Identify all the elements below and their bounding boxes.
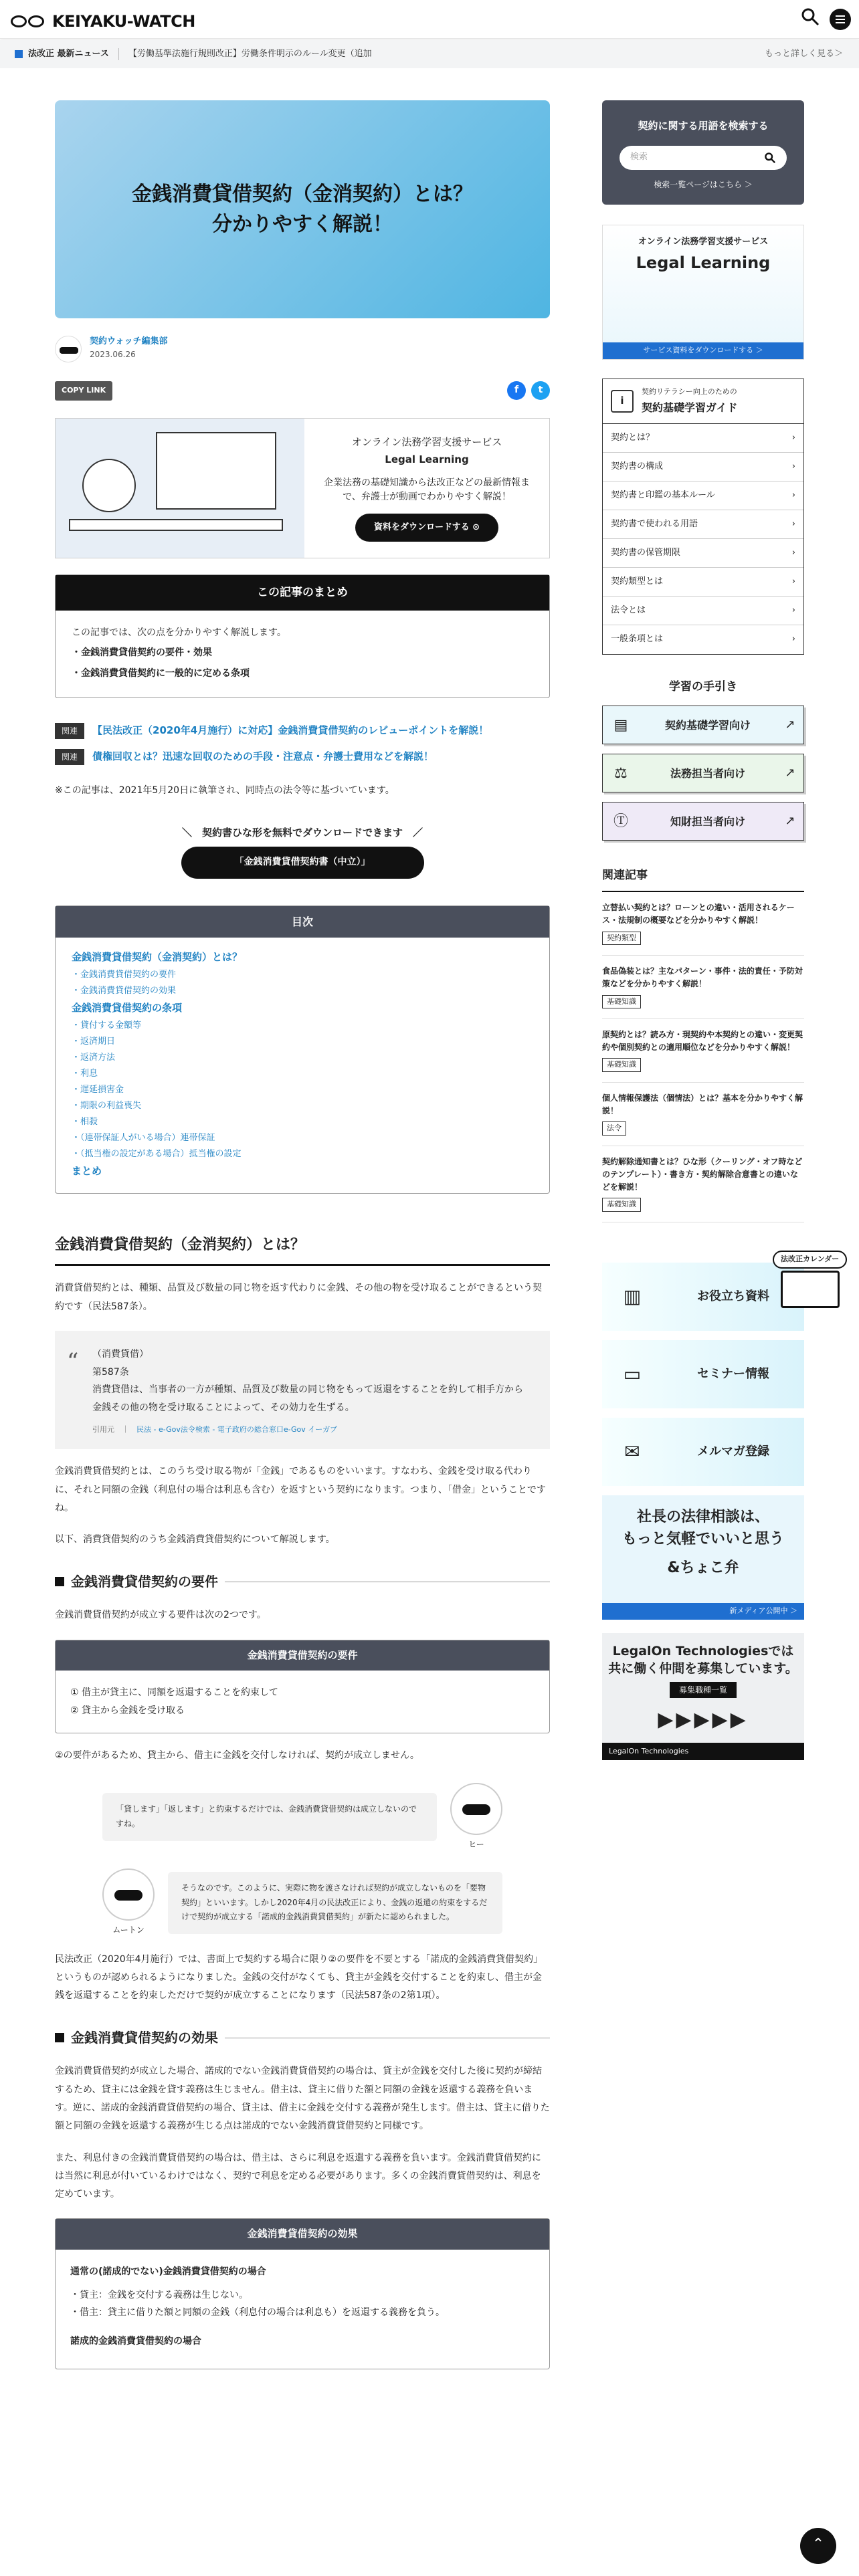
guide-item-label: 契約書の構成 <box>611 461 664 471</box>
template-download <box>55 825 550 879</box>
scale-icon: ⚖ <box>614 764 628 782</box>
glossary-search <box>602 100 804 205</box>
arrow-icon: ↗ <box>785 718 795 732</box>
ad-brand: &ちょこ弁 <box>667 1559 739 1576</box>
mail-icon: ✉ <box>624 1440 640 1463</box>
guide-item-label: 契約類型とは <box>611 576 664 587</box>
ad-footer: LegalOn Technologies <box>602 1743 804 1760</box>
related-article[interactable] <box>602 1019 804 1083</box>
video-screen-icon <box>156 432 276 510</box>
paragraph: ②の要件があるため、貸主から、借主に金銭を交付しなければ、契約が成立しません。 <box>55 1750 419 1761</box>
banner-illustration <box>56 419 304 558</box>
related-article-tag[interactable]: 契約類型 <box>602 932 641 946</box>
paragraph: また、利息付きの金銭消費貸借契約の場合は、借主は、さらに利息を返還する義務を負います。金銭消費貸借契約には当然に利息が付いているわけではなく、契約で利息を定める必要があります。多くの金銭消費貸借契約は、利息を定めています。 <box>55 2152 541 2200</box>
card-label: お役立ち資料 <box>697 1289 769 1303</box>
arrows-decoration: ▶▶▶▶▶ <box>658 1707 749 1731</box>
toc-item[interactable]: ・ 金銭消費貸借契約の要件 <box>72 967 533 983</box>
related-article[interactable] <box>602 892 804 956</box>
toc-item[interactable]: 金銭消費貸借契約の条項 <box>72 1002 183 1014</box>
paragraph: 消費貸借契約とは、種類、品質及び数量の同じ物を返す代わりに金銭、その他の物を受け取ることができるという契約です（民法587条）。 <box>55 1283 542 1312</box>
news-bar <box>0 40 859 68</box>
info-icon: i <box>611 390 634 413</box>
guide-item[interactable] <box>603 510 803 539</box>
news-more-link[interactable]: もっと詳しく見る＞ <box>764 48 843 59</box>
site-header <box>0 0 859 39</box>
banner-line-2: Legal Learning <box>385 453 469 465</box>
guide-subtitle: 契約リテラシー向上のための <box>642 387 737 396</box>
main-content <box>55 100 550 2369</box>
ad-line-2: もっと気軽でいいと思う <box>622 1530 784 1547</box>
chevron-right-icon: › <box>791 519 795 530</box>
title-line-2: 分かりやすく解説！ <box>212 213 393 236</box>
chevron-right-icon: › <box>791 576 795 587</box>
author-avatar <box>55 336 82 362</box>
summary-point: ・金銭消費貸借契約の要件・効果 <box>72 647 212 659</box>
chevron-right-icon: › <box>791 490 795 500</box>
guide-item-label: 法令とは <box>611 605 646 616</box>
related-links <box>55 722 550 766</box>
arrow-icon: ↗ <box>785 766 795 780</box>
related-article[interactable] <box>602 1146 804 1222</box>
toc-item[interactable]: ・ 貸付する金額等 <box>72 1018 533 1034</box>
related-article-title[interactable]: 個人情報保護法（個情法）とは？基本を分かりやすく解説！ <box>602 1093 803 1116</box>
related-link-text[interactable]: 債権回収とは？迅速な回収のための手段・注意点・弁護士費用などを解説！ <box>92 750 434 763</box>
quote-article: 第587条 <box>92 1366 129 1378</box>
character-name: ヒー <box>468 1839 484 1849</box>
related-article[interactable] <box>602 1083 804 1146</box>
toc-item[interactable]: ・ （連帯保証人がいる場合）連帯保証 <box>72 1130 533 1146</box>
requirements-box <box>55 1640 550 1734</box>
divider <box>118 48 119 60</box>
subsection-heading: 金銭消費貸借契約の要件 <box>55 1570 550 1593</box>
quote-source-label: 引用元 <box>92 1425 114 1434</box>
quote-title: （消費貸借） <box>92 1349 149 1360</box>
template-download-button[interactable]: 「金銭消費貸借契約書（中立）」 <box>181 847 424 879</box>
recruit-ad[interactable] <box>602 1633 804 1760</box>
toc-item[interactable]: まとめ <box>72 1165 102 1178</box>
summary-heading: この記事のまとめ <box>56 575 549 611</box>
law-calendar-button[interactable] <box>773 1251 850 1308</box>
logo-glasses-icon <box>9 13 47 30</box>
guide-title: 契約基礎学習ガイド <box>642 401 738 414</box>
desk-icon <box>69 519 283 531</box>
learn-button-label: 法務担当者向け <box>670 766 745 780</box>
ad-link[interactable]: 新メディア公開中 ＞ <box>602 1603 804 1620</box>
hero-image <box>55 100 550 318</box>
publish-date: 2023.06.26 <box>90 350 136 360</box>
glossary-search-input[interactable] <box>619 146 787 170</box>
author-name[interactable]: 契約ウォッチ編集部 <box>90 336 168 347</box>
paragraph: 金銭消費貸借契約が成立する要件は次の2つです。 <box>55 1610 266 1621</box>
toc-item[interactable]: ・ 利息 <box>72 1066 533 1082</box>
guide-item-label: 一般条項とは <box>611 634 664 645</box>
calendar-icon <box>781 1271 840 1308</box>
summary-box <box>55 574 550 698</box>
paragraph: 金銭消費貸借契約が成立した場合、諾成的でない金銭消費貸借契約の場合は、貸主が金銭を交付した後に契約が締結するため、貸主には金銭を貸す義務は生じません。借主は、貸主に借りた額と同額の金銭を返還する義務を負います。逆に、諾成的金銭消費貸借契約の場合、貸主は、借主に金銭を交付する義務が発生します。借主は、貸主に借りた額と同額の金銭を返還する義務が生じる点は諾成的でない金銭消費貸借契約と同様です。 <box>55 2066 550 2132</box>
legal-learning-banner[interactable] <box>55 418 550 558</box>
effect-item: ・貸主：金銭を交付する義務は生じない。 <box>70 2289 248 2300</box>
learn-button-label: 契約基礎学習向け <box>664 718 751 732</box>
guide-item[interactable] <box>603 453 803 481</box>
chevron-right-icon: › <box>791 432 795 443</box>
chat-row <box>55 1783 550 1851</box>
chevron-right-icon: › <box>791 461 795 471</box>
speech-bubble: そうなのです。このように、実際に物を渡さなければ契約が成立しないものを「要物契約」といいます。しかし2020年4月の民法改正により、金銭の返還の約束をするだけで契約が成立する「諾成的金銭消費貸借契約」が新たに認められました。 <box>168 1872 502 1934</box>
toc-item[interactable]: 金銭消費貸借契約（金消契約）とは？ <box>72 951 243 964</box>
books-icon: ▥ <box>623 1285 642 1308</box>
chevron-right-icon: › <box>791 634 795 645</box>
character-hee <box>450 1783 502 1851</box>
related-article-title[interactable]: 原契約とは？読み方・現契約や本契約との違い・変更契約や個別契約との適用順位などを分かりやすく解説！ <box>602 1030 803 1053</box>
quote-source-link[interactable]: 民法 - e-Gov法令検索 - 電子政府の総合窓口e-Gov イーガブ <box>136 1425 338 1434</box>
guide-item-label: 契約書と印鑑の基本ルール <box>611 490 715 500</box>
basic-learning-guide <box>602 379 804 655</box>
twitter-icon[interactable]: t <box>531 381 550 400</box>
quote-icon: “ <box>67 1348 79 1375</box>
learn-button-label: 知財担当者向け <box>670 815 745 828</box>
ad-line-1: 社長の法律相談は、 <box>636 1508 769 1525</box>
back-to-top-button[interactable]: ⌃ <box>800 2528 836 2564</box>
ad-line-1: LegalOn Technologiesでは <box>612 1643 794 1658</box>
effects-box <box>55 2218 550 2369</box>
summary-point: ・金銭消費貸借契約に一般的に定める条項 <box>72 668 250 679</box>
sidebar <box>602 100 804 1760</box>
requirement-item: ① 借主が貸主に、同額を返還することを約束して <box>70 1687 278 1699</box>
effect-item: ・借主：貸主に借りた額と同額の金銭（利息付の場合は利息も）を返還する義務を負う。 <box>70 2307 445 2319</box>
guide-item[interactable] <box>603 424 803 453</box>
toc-heading: 目次 <box>56 906 549 938</box>
related-article-tag[interactable]: 基礎知識 <box>602 995 641 1009</box>
paragraph: 以下、消費貸借契約のうち金銭消費貸借契約について解説します。 <box>55 1534 335 1545</box>
arrow-icon: ↗ <box>785 814 795 829</box>
law-consult-ad[interactable] <box>602 1495 804 1620</box>
card-label: メルマガ登録 <box>697 1444 769 1459</box>
download-material-button[interactable]: 資料をダウンロードする ⊙ <box>355 514 498 542</box>
related-article-title[interactable]: 契約解除通知書とは？ひな形（クーリング・オフ時などのテンプレート）・書き方・契約解除合意書との違いなどを解説！ <box>602 1156 803 1192</box>
learn-button-legal[interactable] <box>602 754 804 792</box>
related-tag: 関連 <box>55 723 84 739</box>
search-icon[interactable] <box>800 7 820 27</box>
ad-line-2: Legal Learning <box>636 253 771 272</box>
guide-item[interactable] <box>603 568 803 597</box>
search-placeholder: 検索 <box>630 152 648 163</box>
writing-date-note: ※この記事は、2021年5月20日に執筆され、同時点の法令等に基づいています。 <box>55 784 395 796</box>
copy-link-button[interactable]: COPY LINK <box>55 381 112 401</box>
toc-item[interactable]: ・ （抵当権の設定がある場合）抵当権の設定 <box>72 1146 533 1162</box>
related-article-tag[interactable]: 基礎知識 <box>602 1058 641 1072</box>
guide-item[interactable] <box>603 597 803 625</box>
toc-item[interactable]: ・ 期限の利益喪失 <box>72 1098 533 1114</box>
ad-line-2: 共に働く仲間を募集しています。 <box>608 1661 798 1677</box>
toc-item[interactable]: ・ 返済期日 <box>72 1034 533 1050</box>
job-list-chip[interactable]: 募集職種一覧 <box>670 1682 737 1698</box>
box-subheading: 通常の(諾成的でない)金銭消費貸借契約の場合 <box>70 2266 266 2277</box>
mascot-icon <box>82 459 136 512</box>
toc-item[interactable]: ・ 遅延損害金 <box>72 1082 533 1098</box>
section-heading: 金銭消費貸借契約（金消契約）とは？ <box>55 1232 550 1266</box>
guide-item[interactable] <box>603 481 803 510</box>
title-line-1: 金銭消費貸借契約（金消契約）とは？ <box>132 183 473 206</box>
square-icon <box>15 50 23 58</box>
search-list-link[interactable]: 検索一覧ページはこちら ＞ <box>654 179 753 189</box>
trademark-icon: Ⓣ <box>613 813 628 830</box>
mouton-avatar-icon <box>102 1868 155 1921</box>
toc-item[interactable]: ・ 金銭消費貸借契約の効果 <box>72 983 533 999</box>
law-quote <box>55 1331 550 1449</box>
related-link[interactable] <box>55 722 550 740</box>
toc-list <box>56 938 549 1193</box>
banner-text <box>304 434 549 542</box>
character-mouton <box>102 1868 155 1937</box>
guide-item-label: 契約とは？ <box>611 432 655 443</box>
paragraph: 金銭消費貸借契約とは、このうち受け取る物が「金銭」であるものをいいます。すなわち、金銭を受け取る代わりに、それと同額の金銭（利息付の場合は利息も含む）を返すという契約になります。つまり、「借金」ということですね。 <box>55 1466 546 1513</box>
box-heading: 金銭消費貸借契約の効果 <box>56 2219 549 2250</box>
download-caption: ＼ 契約書ひな形を無料でダウンロードできます ／ <box>181 826 423 839</box>
news-badge <box>15 47 109 62</box>
chevron-right-icon: › <box>791 605 795 616</box>
speech-bubble: 「貸します」「返します」と約束するだけでは、金銭消費貸借契約は成立しないのですね。 <box>102 1793 437 1840</box>
guide-item-label: 契約書で使われる用語 <box>611 519 698 530</box>
calendar-label: 法改正カレンダー <box>773 1251 847 1269</box>
facebook-icon[interactable]: f <box>507 381 526 400</box>
chevron-right-icon: › <box>791 548 795 558</box>
monitor-icon: ▭ <box>623 1363 642 1386</box>
character-name: ムートン <box>112 1925 145 1935</box>
related-link[interactable] <box>55 748 550 766</box>
hee-avatar-icon <box>450 1783 502 1835</box>
box-subheading: 諾成的金銭消費貸借契約の場合 <box>70 2335 201 2347</box>
related-link-text[interactable]: 【民法改正（2020年4月施行）に対応】金銭消費貸借契約のレビューポイントを解説！ <box>92 724 489 736</box>
news-headline[interactable]: 【労働基準法施行規則改正】労働条件明示のルール変更（追加 <box>128 48 372 59</box>
related-article[interactable] <box>602 956 804 1019</box>
requirement-item: ② 貸主から金銭を受け取る <box>70 1705 185 1716</box>
paragraph: 民法改正（2020年4月施行）では、書面上で契約する場合に限り②の要件を不要とする「諾成的金銭消費貸借契約」というものが認められるようになりました。金銭の交付がなくても、貸主が金銭を交付することを約束し、借主が金銭を返還することを約束しただけで契約が成立することになります（民法587条の2第1項）。 <box>55 1953 543 2002</box>
related-article-title[interactable]: 食品偽装とは？主なパターン・事件・法的責任・予防対策などを分かりやすく解説！ <box>602 966 803 989</box>
box-heading: 金銭消費貸借契約の要件 <box>56 1640 549 1671</box>
related-article-tag[interactable]: 法令 <box>602 1121 626 1136</box>
legal-learning-ad[interactable] <box>602 225 804 360</box>
search-title: 契約に関する用語を検索する <box>638 120 769 132</box>
page-title <box>132 179 473 239</box>
newsletter-card[interactable] <box>602 1418 804 1486</box>
related-articles-heading: 関連記事 <box>602 866 804 892</box>
search-icon[interactable] <box>764 152 776 164</box>
learn-title: 学習の手引き <box>669 679 737 693</box>
chat-row <box>55 1868 550 1937</box>
summary-intro: この記事では、次の点を分かりやすく解説します。 <box>72 627 286 638</box>
logo-text: KEIYAKU-WATCH <box>52 12 195 31</box>
guide-item-label: 契約書の保管期限 <box>611 548 681 558</box>
contract-icon: ▤ <box>613 716 628 734</box>
toc-item[interactable]: ・ 返済方法 <box>72 1050 533 1066</box>
site-logo[interactable] <box>9 8 195 35</box>
related-tag: 関連 <box>55 749 84 765</box>
subsection-heading: 金銭消費貸借契約の効果 <box>55 2026 550 2049</box>
table-of-contents <box>55 905 550 1194</box>
banner-line-3: 企業法務の基礎知識から法改正などの最新情報まで、弁護士が動画でわかりやすく解説！ <box>324 477 530 503</box>
share-buttons <box>507 381 550 400</box>
menu-icon[interactable] <box>830 9 851 30</box>
quote-source: 引用元 ｜ 民法 - e-Gov法令検索 - 電子政府の総合窓口e-Gov イーガブ <box>92 1425 338 1434</box>
banner-line-1: オンライン法務学習支援サービス <box>351 436 502 449</box>
news-badge-label: 法改正 最新ニュース <box>28 48 109 59</box>
learn-button-ip[interactable] <box>602 802 804 841</box>
related-article-tag[interactable]: 基礎知識 <box>602 1198 641 1212</box>
guide-item[interactable] <box>603 625 803 653</box>
seminar-card[interactable] <box>602 1340 804 1408</box>
share-tools <box>55 381 550 401</box>
author-block <box>55 336 550 362</box>
guide-header <box>603 379 803 424</box>
guide-item[interactable] <box>603 539 803 568</box>
related-article-title[interactable]: 立替払い契約とは？ローンとの違い・活用されるケース・法規制の概要などを分かりやすく解説！ <box>602 903 795 926</box>
toc-item[interactable]: ・ 相殺 <box>72 1114 533 1130</box>
card-label: セミナー情報 <box>697 1366 769 1381</box>
learn-button-basic[interactable] <box>602 706 804 744</box>
ad-download-link[interactable]: サービス資料をダウンロードする ＞ <box>603 342 803 359</box>
ad-line-1: オンライン法務学習支援サービス <box>638 236 769 247</box>
quote-body: 消費貸借は、当事者の一方が種類、品質及び数量の同じ物をもって返還をすることを約して相手方から金銭その他の物を受け取ることによって、その効力を生ずる。 <box>92 1384 523 1413</box>
